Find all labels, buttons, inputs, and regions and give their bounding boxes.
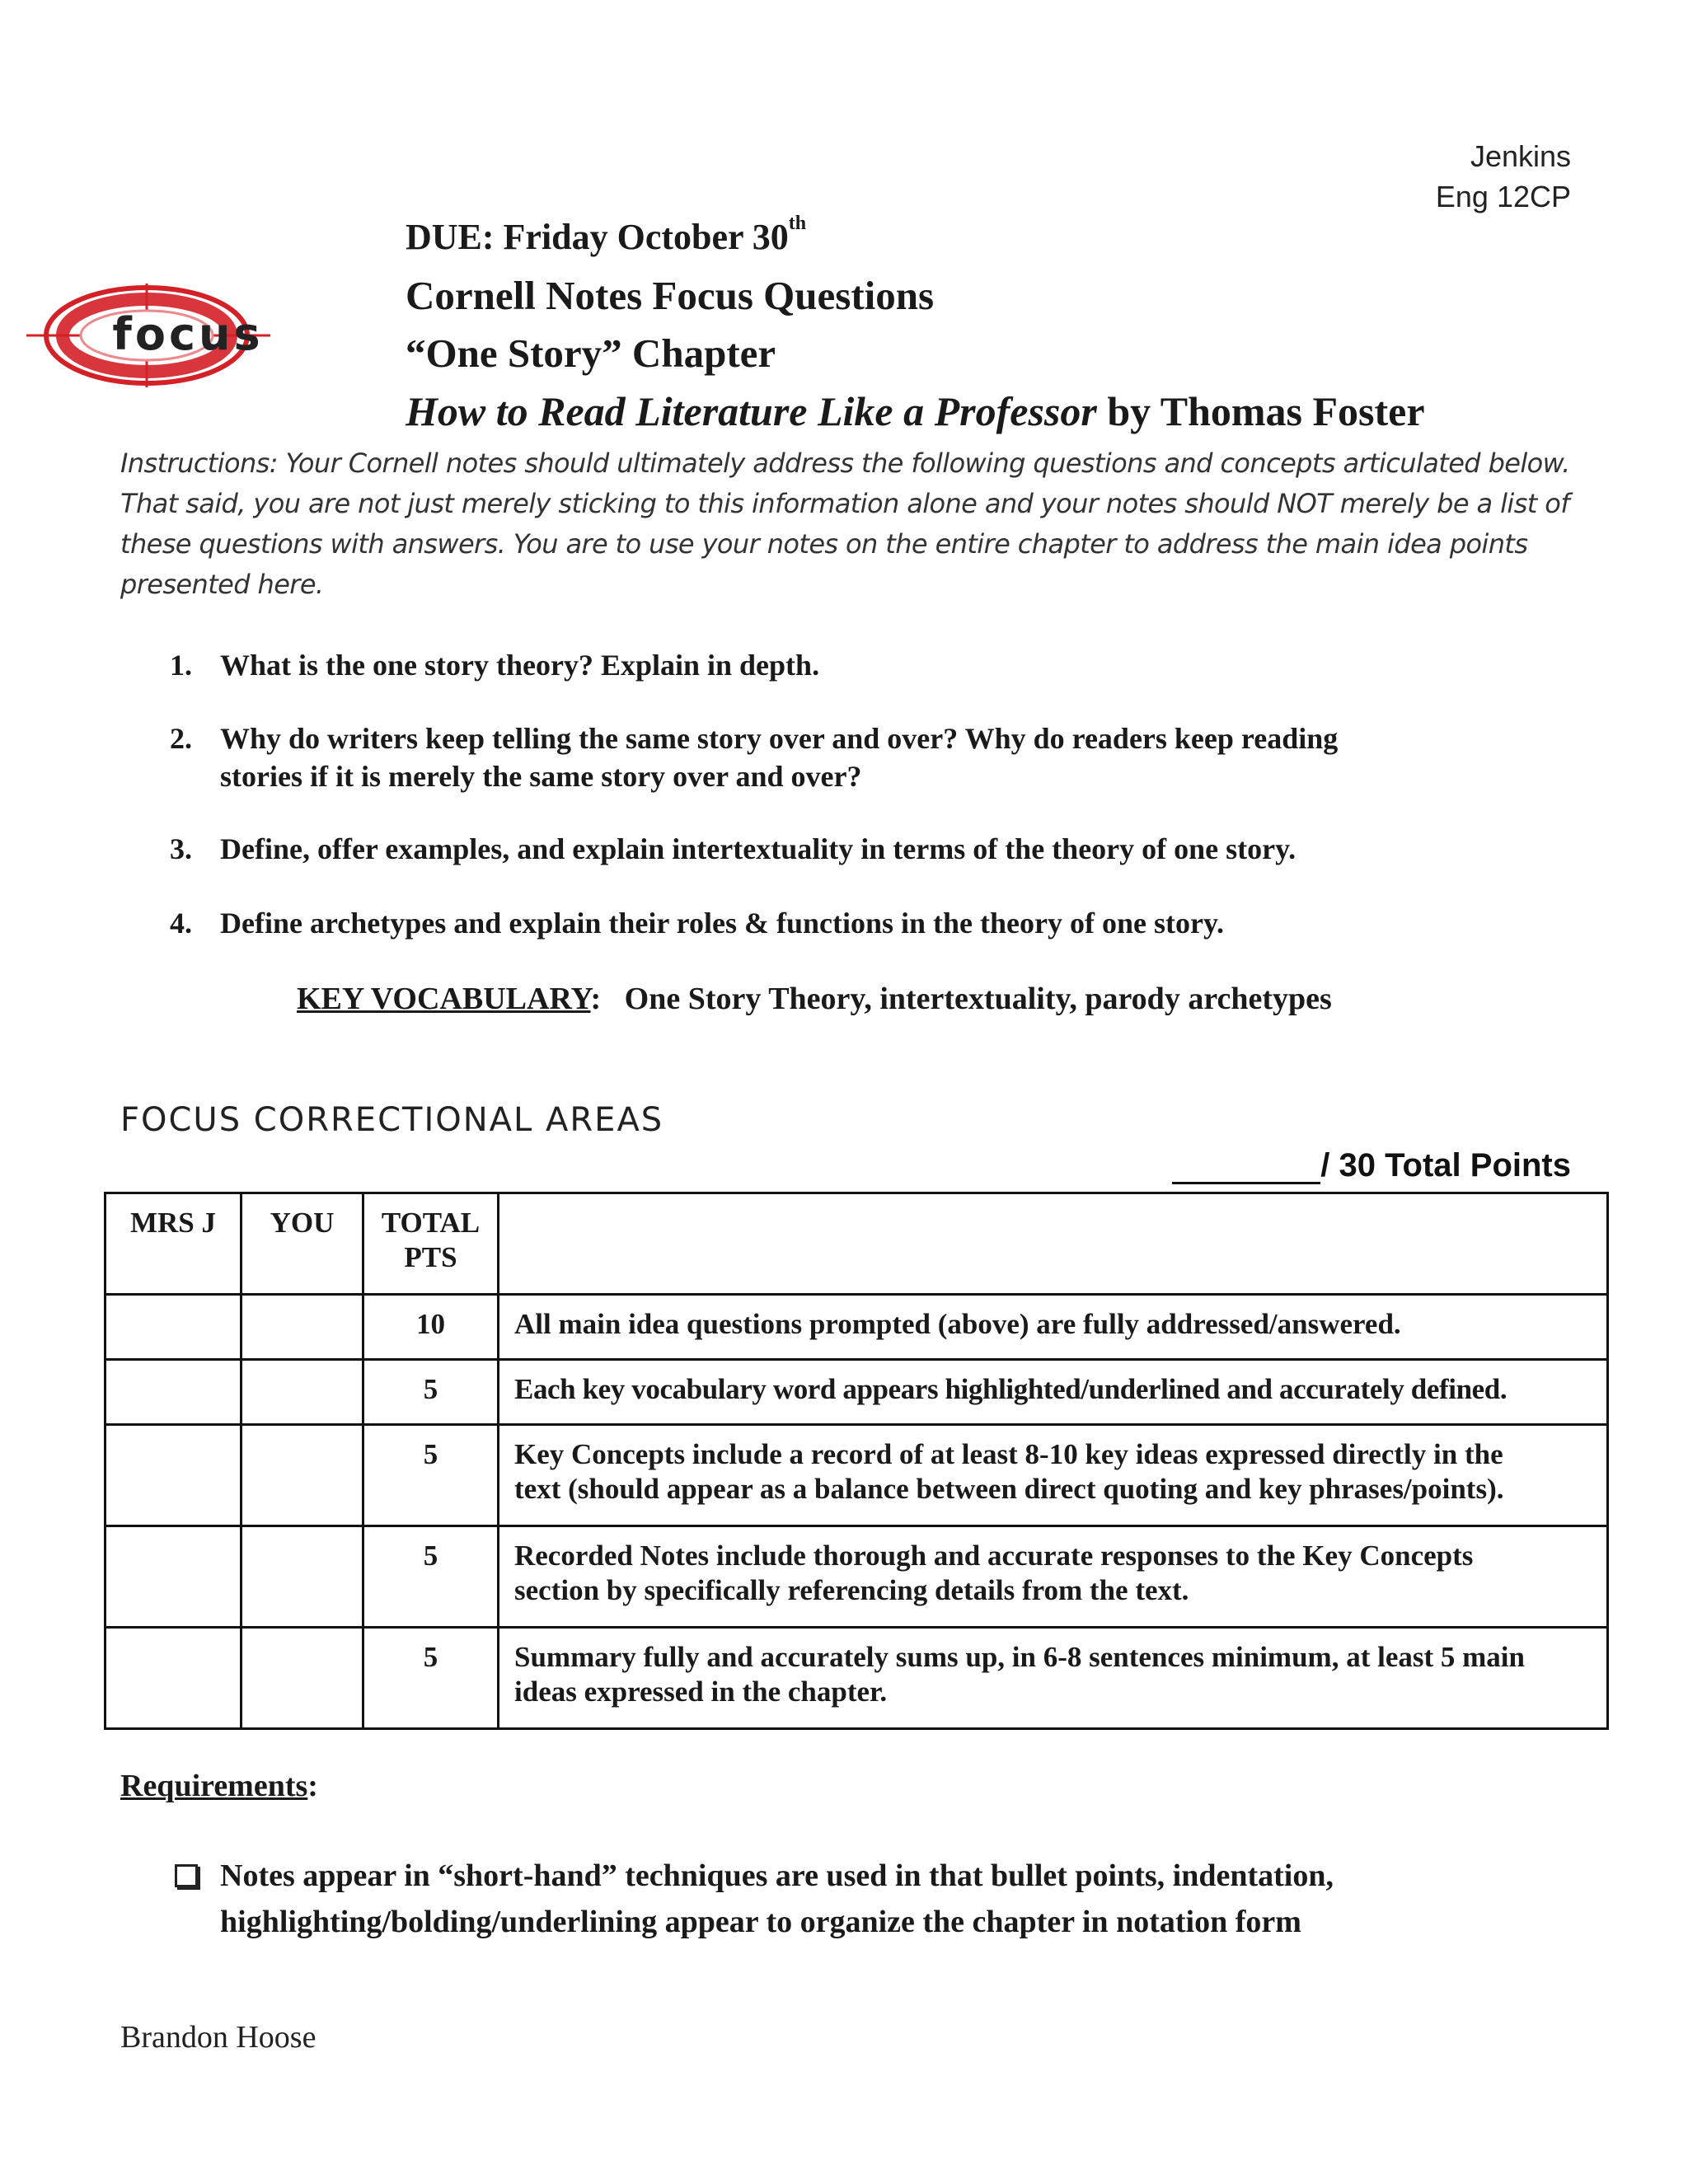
course-name: Eng 12CP <box>1435 180 1571 213</box>
instructions <box>120 443 1571 605</box>
requirement-text: Notes appear in “short-hand” techniques are used in that bullet points, indentation, highlighting/bolding/underlining appear to organize the chapter in notation form <box>220 1858 1334 1939</box>
header-mrs-j: MRS J <box>106 1193 241 1295</box>
question-text: Why do writers keep telling the same story over and over? Why do readers keep reading <box>220 722 1339 755</box>
you-score-cell[interactable] <box>241 1526 363 1628</box>
mrs-j-score-cell[interactable] <box>106 1628 241 1729</box>
total-pts-cell: 5 <box>363 1526 499 1628</box>
page-title: Cornell Notes Focus Questions <box>406 273 935 318</box>
question-number: 1. <box>170 649 192 682</box>
focus-logo <box>23 282 336 389</box>
question-number: 4. <box>170 907 192 940</box>
criteria-cell: Key Concepts include a record of at least 8-10 key ideas expressed directly in the text (should appear as a balance between direct quoting and key phrases/points). <box>499 1425 1608 1526</box>
svg-text:focus: focus <box>112 308 264 360</box>
table-row <box>106 1360 1608 1425</box>
question-number: 2. <box>170 722 192 755</box>
student-name: Brandon Hoose <box>120 2020 316 2055</box>
you-score-cell[interactable] <box>241 1360 363 1425</box>
due-date: DUE: Friday October 30th <box>406 213 807 257</box>
criteria-cell: Recorded Notes include thorough and accurate responses to the Key Concepts section by specifically referencing details from the text. <box>499 1526 1608 1628</box>
you-score-cell[interactable] <box>241 1425 363 1526</box>
question-text: stories if it is merely the same story over and over? <box>220 760 862 793</box>
you-score-cell[interactable] <box>241 1628 363 1729</box>
table-row <box>106 1295 1608 1360</box>
instructions-line: presented here. <box>120 569 324 600</box>
mrs-j-score-cell[interactable] <box>106 1295 241 1360</box>
instructions-line: That said, you are not just merely sticking to this information alone and your notes should NOT merely be a list of <box>120 488 1569 519</box>
header-total-pts: TOTAL PTS <box>363 1193 499 1295</box>
instructions-line: these questions with answers. You are to use your notes on the entire chapter to address the main idea points <box>120 528 1528 560</box>
chapter-title: “One Story” Chapter <box>406 330 776 376</box>
criteria-cell: Summary fully and accurately sums up, in 6-8 sentences minimum, at least 5 main ideas expressed in the chapter. <box>499 1628 1608 1729</box>
table-header-row <box>106 1193 1608 1295</box>
header-you: YOU <box>241 1193 363 1295</box>
question-number: 3. <box>170 832 192 865</box>
target-icon <box>23 282 336 389</box>
grading-table <box>104 1192 1609 1730</box>
total-pts-cell: 5 <box>363 1360 499 1425</box>
key-vocabulary: KEY VOCABULARY: One Story Theory, intertextuality, parody archetypes <box>297 982 1332 1016</box>
mrs-j-score-cell[interactable] <box>106 1526 241 1628</box>
teacher-name: Jenkins <box>1470 139 1571 173</box>
vocabulary-label: KEY VOCABULARY <box>297 982 591 1016</box>
question-text: Define archetypes and explain their roles & functions in the theory of one story. <box>220 907 1224 940</box>
instructions-line: Instructions: Your Cornell notes should ultimately address the following questions and concepts articulated below. <box>120 448 1570 479</box>
mrs-j-score-cell[interactable] <box>106 1425 241 1526</box>
mrs-j-score-cell[interactable] <box>106 1360 241 1425</box>
total-pts-cell: 5 <box>363 1425 499 1526</box>
total-pts-cell: 5 <box>363 1628 499 1729</box>
criteria-cell: All main idea questions prompted (above) are fully addressed/answered. <box>499 1295 1608 1360</box>
total-pts-cell: 10 <box>363 1295 499 1360</box>
header-criteria <box>499 1193 1608 1295</box>
points-blank[interactable] <box>1172 1151 1320 1184</box>
requirements-heading: Requirements: <box>120 1769 318 1803</box>
table-row <box>106 1526 1608 1628</box>
vocabulary-terms: One Story Theory, intertextuality, parody archetypes <box>624 982 1332 1016</box>
question-text: What is the one story theory? Explain in depth. <box>220 649 820 682</box>
focus-areas-heading: FOCUS CORRECTIONAL AREAS <box>120 1101 664 1139</box>
checkbox-icon[interactable] <box>175 1864 198 1887</box>
total-points: / 30 Total Points <box>1172 1147 1571 1184</box>
table-row <box>106 1628 1608 1729</box>
question-text: Define, offer examples, and explain intertextuality in terms of the theory of one story. <box>220 832 1296 865</box>
table-row <box>106 1425 1608 1526</box>
you-score-cell[interactable] <box>241 1295 363 1360</box>
book-title: How to Read Literature Like a Professor by Thomas Foster <box>406 388 1425 434</box>
criteria-cell: Each key vocabulary word appears highlighted/underlined and accurately defined. <box>499 1360 1608 1425</box>
